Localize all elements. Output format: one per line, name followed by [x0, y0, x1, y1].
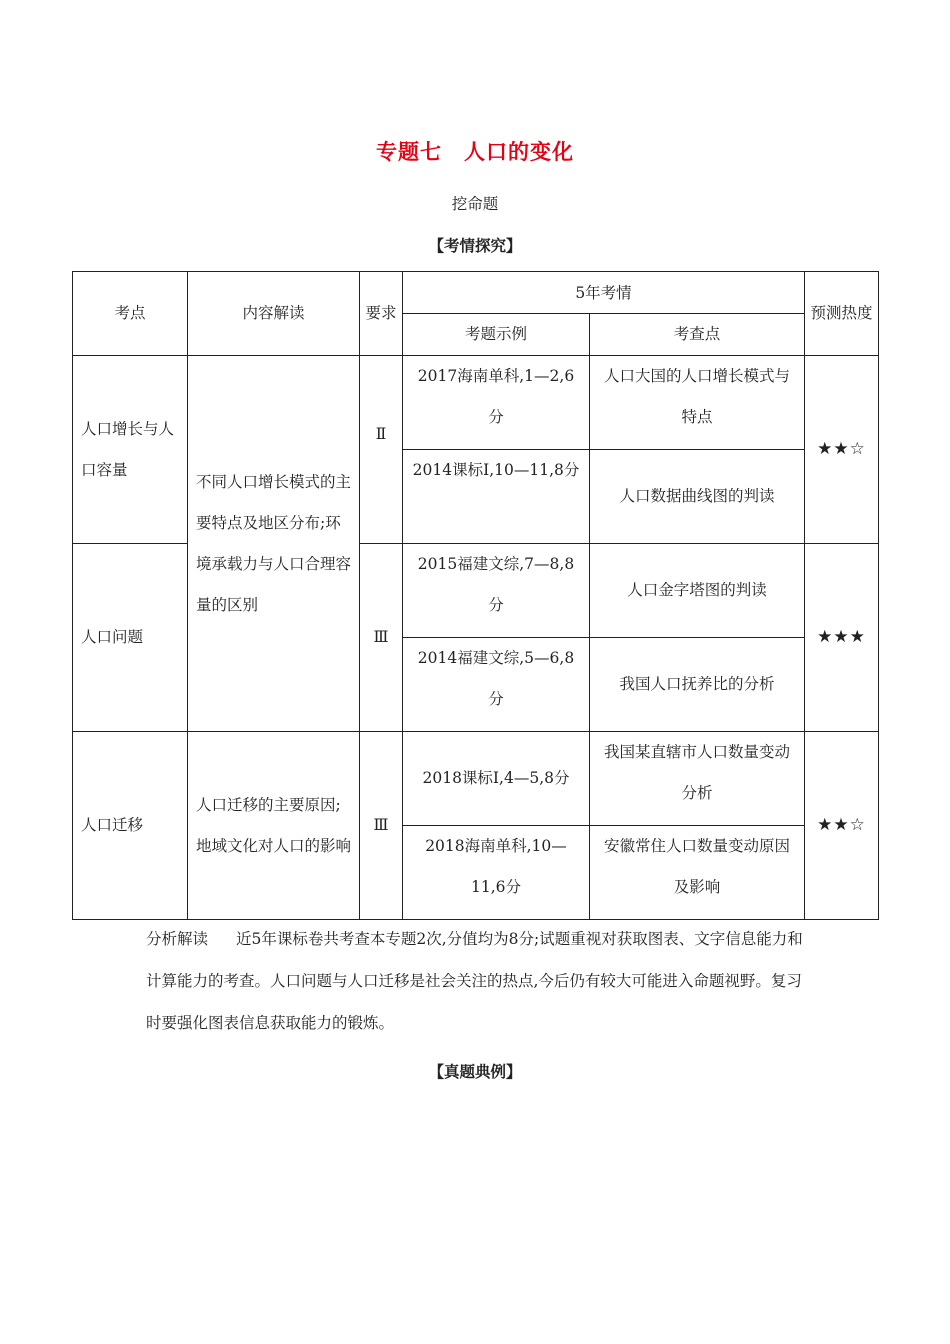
- header-exam-point: 考查点: [590, 314, 805, 356]
- exam-point-cell: 人口金字塔图的判读: [590, 544, 805, 638]
- exam-point-cell: 人口大国的人口增长模式与特点: [590, 356, 805, 450]
- exam-point-cell: 安徽常住人口数量变动原因及影响: [590, 826, 805, 920]
- requirement-cell: Ⅲ: [360, 544, 403, 732]
- analysis-paragraph: [146, 918, 806, 1044]
- forecast-stars: ★★☆: [805, 732, 879, 920]
- page-title: 专题七 人口的变化: [376, 140, 574, 164]
- header-content: 内容解读: [188, 272, 360, 356]
- content-cell: 人口迁移的主要原因;地域文化对人口的影响: [188, 732, 360, 920]
- exam-point-cell: 我国人口抚养比的分析: [590, 638, 805, 732]
- header-requirement: 要求: [360, 272, 403, 356]
- header-point: 考点: [73, 272, 188, 356]
- example-cell: 2015福建文综,7—8,8分: [403, 544, 590, 638]
- header-five-year: 5年考情: [403, 272, 805, 314]
- analysis-text: 近5年课标卷共考查本专题2次,分值均为8分;试题重视对获取图表、文字信息能力和计算能力的考查。人口问题与人口迁移是社会关注的热点,今后仍有较大可能进入命题视野。复习时要强化图表信息获取能力的锻炼。: [146, 930, 803, 1032]
- example-cell: 2018课标Ⅰ,4—5,8分: [403, 732, 590, 826]
- content-cell: 不同人口增长模式的主要特点及地区分布;环境承载力与人口合理容量的区别: [188, 356, 360, 732]
- point-cell: 人口增长与人口容量: [73, 356, 188, 544]
- section-heading-research: 【考情探究】: [428, 236, 522, 255]
- section-heading-examples: 【真题典例】: [428, 1062, 522, 1081]
- requirement-cell: Ⅱ: [360, 356, 403, 544]
- exam-point-cell: 我国某直辖市人口数量变动分析: [590, 732, 805, 826]
- requirement-cell: Ⅲ: [360, 732, 403, 920]
- forecast-stars: ★★☆: [805, 356, 879, 544]
- header-forecast: 预测热度: [805, 272, 879, 356]
- example-cell: 2018海南单科,10—11,6分: [403, 826, 590, 920]
- example-cell: 2014福建文综,5—6,8分: [403, 638, 590, 732]
- exam-point-cell: 人口数据曲线图的判读: [590, 450, 805, 544]
- point-cell: 人口迁移: [73, 732, 188, 920]
- analysis-label: 分析解读: [146, 930, 209, 948]
- point-cell: 人口问题: [73, 544, 188, 732]
- example-cell: 2014课标Ⅰ,10—11,8分: [403, 450, 590, 544]
- exam-analysis-table: [72, 271, 879, 920]
- forecast-stars: ★★★: [805, 544, 879, 732]
- example-cell: 2017海南单科,1—2,6分: [403, 356, 590, 450]
- header-example: 考题示例: [403, 314, 590, 356]
- subtitle: 挖命题: [451, 195, 499, 213]
